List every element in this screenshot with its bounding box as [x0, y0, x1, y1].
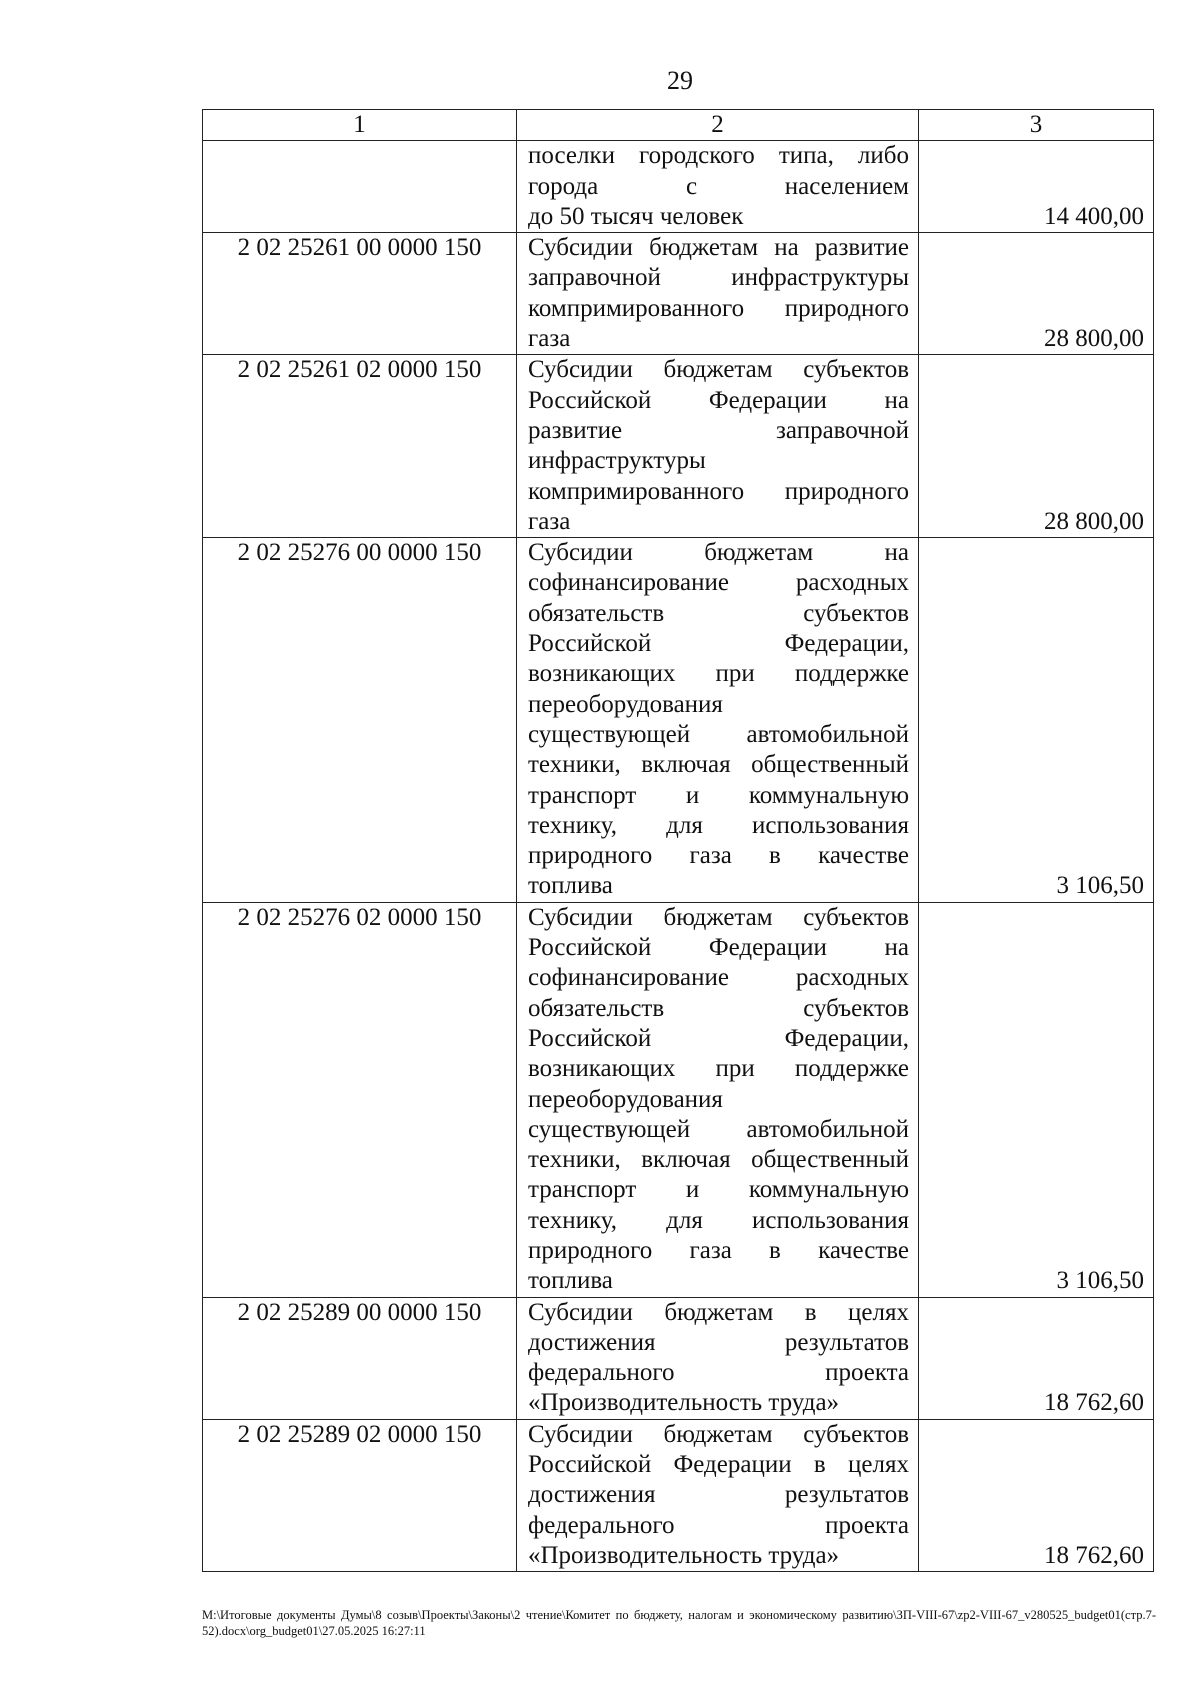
description-line: Российской Федерации в целях: [528, 1451, 909, 1479]
description-line: природного газа в качестве: [528, 1236, 909, 1264]
budget-code-cell: 2 02 25289 00 0000 150: [203, 1297, 517, 1419]
budget-code-cell: 2 02 25261 02 0000 150: [203, 355, 517, 538]
description-line: компримированного природного: [528, 477, 909, 505]
column-header-amount: 3: [919, 110, 1154, 141]
description-line: «Производительность труда»: [528, 1389, 840, 1417]
description-line: достижения результатов: [528, 1328, 909, 1356]
description-cell: [517, 233, 919, 355]
column-header-description: 2: [517, 110, 919, 141]
amount-cell: 28 800,00: [919, 233, 1154, 355]
description-line: поселки городского типа, либо: [528, 142, 909, 170]
description-line: обязательств субъектов: [528, 994, 909, 1022]
budget-revenue-table: [202, 109, 1154, 1572]
description-line: Российской Федерации на: [528, 934, 909, 962]
table-row: [203, 538, 1154, 903]
description-line: Российской Федерации на: [528, 386, 909, 414]
description-line: техники, включая общественный: [528, 751, 909, 779]
description-cell: [517, 1419, 919, 1571]
description-line: Субсидии бюджетам субъектов: [528, 903, 909, 931]
amount-cell: 3 106,50: [919, 902, 1154, 1297]
description-line: транспорт и коммунальную: [528, 1176, 909, 1204]
description-line: софинансирование расходных: [528, 569, 909, 597]
table-row: [203, 233, 1154, 355]
amount-cell: 28 800,00: [919, 355, 1154, 538]
description-line: топлива: [528, 872, 613, 900]
description-line: газа: [528, 507, 571, 535]
description-line: технику, для использования: [528, 1206, 909, 1234]
table-row: [203, 1297, 1154, 1419]
description-line: федерального проекта: [528, 1359, 909, 1387]
amount-cell: 3 106,50: [919, 538, 1154, 903]
description-line: достижения результатов: [528, 1481, 909, 1509]
description-line: Субсидии бюджетам субъектов: [528, 356, 909, 384]
table-row: [203, 1419, 1154, 1571]
description-line: Субсидии бюджетам в целях: [528, 1298, 909, 1326]
description-line: Российской Федерации,: [528, 1024, 909, 1052]
description-line: возникающих при поддержке: [528, 1055, 909, 1083]
description-line: инфраструктуры: [528, 447, 706, 475]
budget-code-cell: 2 02 25276 00 0000 150: [203, 538, 517, 903]
description-cell: [517, 902, 919, 1297]
budget-code-cell: [203, 141, 517, 233]
description-line: переоборудования: [528, 1085, 723, 1113]
table-row: [203, 902, 1154, 1297]
description-line: существующей автомобильной: [528, 720, 909, 748]
amount-cell: 18 762,60: [919, 1419, 1154, 1571]
description-line: Субсидии бюджетам на: [528, 539, 909, 567]
description-line: Российской Федерации,: [528, 630, 909, 658]
description-line: природного газа в качестве: [528, 842, 909, 870]
description-line: обязательств субъектов: [528, 599, 909, 627]
description-line: топлива: [528, 1267, 613, 1295]
description-line: техники, включая общественный: [528, 1146, 909, 1174]
table-row: [203, 355, 1154, 538]
document-file-path-footer: M:\Итоговые документы Думы\8 созыв\Проекты\Законы\2 чтение\Комитет по бюджету, налогам и экономическому развитию\ЗП-VIII-67\zp2-VIII-67_v280525_budget01(стр.7-52).docx\org_budget01\27.05.2025 16:27:11: [202, 1608, 1156, 1638]
page-number: 29: [667, 66, 693, 95]
description-line: города с населением: [528, 172, 909, 200]
description-line: заправочной инфраструктуры: [528, 264, 909, 292]
description-line: возникающих при поддержке: [528, 660, 909, 688]
amount-cell: 18 762,60: [919, 1297, 1154, 1419]
description-line: компримированного природного: [528, 294, 909, 322]
amount-cell: 14 400,00: [919, 141, 1154, 233]
description-line: «Производительность труда»: [528, 1541, 840, 1569]
budget-code-cell: 2 02 25261 00 0000 150: [203, 233, 517, 355]
description-line: до 50 тысяч человек: [528, 202, 744, 230]
column-header-code: 1: [203, 110, 517, 141]
budget-code-cell: 2 02 25289 02 0000 150: [203, 1419, 517, 1571]
description-line: софинансирование расходных: [528, 964, 909, 992]
description-line: технику, для использования: [528, 811, 909, 839]
description-line: газа: [528, 325, 571, 353]
description-line: Субсидии бюджетам на развитие: [528, 234, 909, 262]
description-cell: [517, 355, 919, 538]
description-line: развитие заправочной: [528, 416, 909, 444]
description-line: переоборудования: [528, 690, 723, 718]
description-line: Субсидии бюджетам субъектов: [528, 1420, 909, 1448]
description-line: транспорт и коммунальную: [528, 781, 909, 809]
table-row: [203, 141, 1154, 233]
description-line: существующей автомобильной: [528, 1115, 909, 1143]
description-cell: [517, 1297, 919, 1419]
description-cell: [517, 538, 919, 903]
description-cell: [517, 141, 919, 233]
budget-code-cell: 2 02 25276 02 0000 150: [203, 902, 517, 1297]
table-header-row: [203, 110, 1154, 141]
description-line: федерального проекта: [528, 1511, 909, 1539]
